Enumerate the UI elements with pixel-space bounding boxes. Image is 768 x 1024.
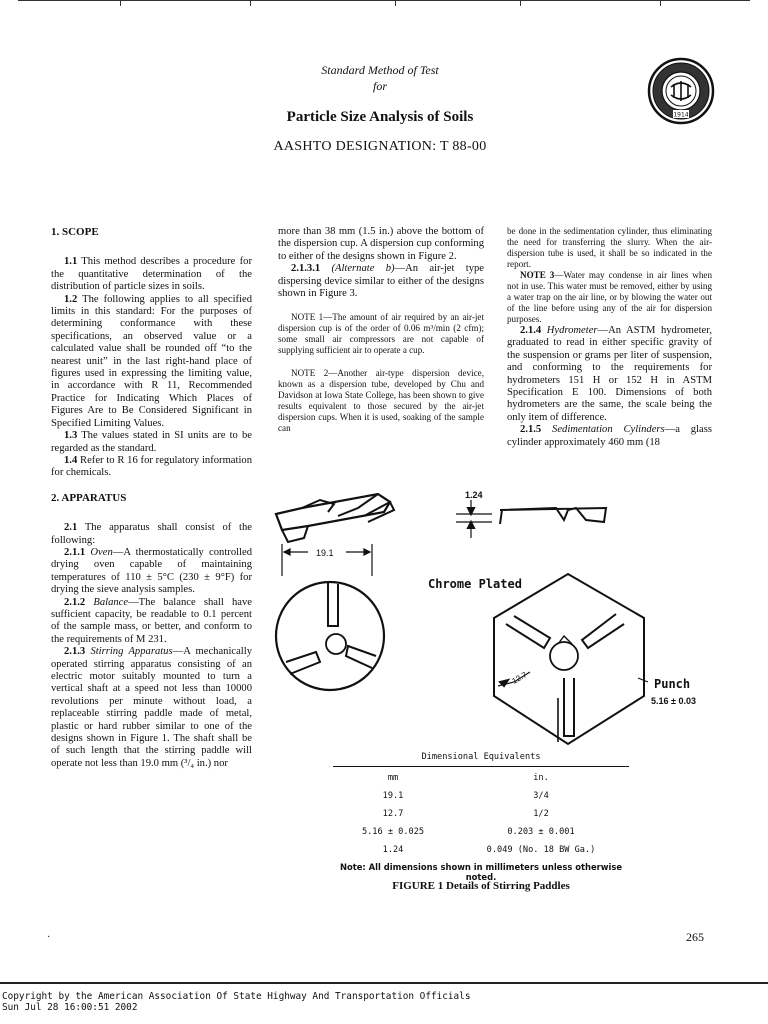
table-row: 1.24 0.049 (No. 18 BW Ga.) xyxy=(382,845,596,855)
paragraph-2-1-3: 2.1.3 Stirring Apparatus—A mechanically operated stirring apparatus consisting of an electric motor suitably mounted to turn a vertical shaft at a speed not less than 10000 revolutions per minute without load, a replaceable stirring paddle made of metal, plastic or hard rubber similar to one of the designs shown in Figure 1. The shaft shall be of such length that the stirring paddle will operate not less than 19.0 mm (³/₄ in.) nor xyxy=(51,646,252,769)
column-2 xyxy=(278,226,484,434)
header-subtitle-2: for xyxy=(372,79,387,93)
column-1 xyxy=(51,226,252,770)
paragraph-2-1-1: 2.1.1 Oven—A thermostatically controlled drying oven capable of maintaining temperatures of 110 ± 5°C (230 ± 9°F) for drying the sieve analysis samples. xyxy=(51,546,252,596)
column-3 xyxy=(507,226,712,449)
dimension-label-12-7: 12.7 xyxy=(510,670,529,686)
paragraph-continued-2: be done in the sedimentation cylinder, thus eliminating the need for transferring the slurry. When the air-dispersion tube is used, it shall be so indicated in the report. xyxy=(507,226,712,269)
paragraph-2-1-5: 2.1.5 Sedimentation Cylinders—a glass cylinder approximately 460 mm (18 xyxy=(507,424,712,448)
circular-paddle xyxy=(276,582,384,690)
paragraph-2-1-3-1: 2.1.3.1 (Alternate b)—An air-jet type dispersing device similar to either of the designs shown in Figure 3. xyxy=(278,263,484,300)
top-rule xyxy=(18,0,750,5)
paragraph-2-1: 2.1 The apparatus shall consist of the following: xyxy=(51,522,252,546)
note-1: NOTE 1—The amount of air required by an air-jet dispersion cup is of the order of 0.06 m³/min (2 cfm); some small air compressors are not capable of supplying sufficient air to operate a cup. xyxy=(278,312,484,356)
designation: AASHTO DESIGNATION: T 88-00 xyxy=(273,139,487,154)
page-title: Particle Size Analysis of Soils xyxy=(286,109,474,125)
top-tick xyxy=(660,0,661,6)
label-punch-dimension: 5.16 ± 0.03 xyxy=(651,696,696,706)
table-row: 12.7 1/2 xyxy=(382,809,549,819)
header-subtitle-1: Standard Method of Test xyxy=(321,63,439,77)
page-number: 265 xyxy=(686,930,704,944)
figure-note: Note: All dimensions shown in millimeters unless otherwise noted. xyxy=(339,862,623,882)
top-tick xyxy=(395,0,396,6)
table-header-row: mm in. xyxy=(387,773,549,783)
paragraph-1-1: 1.1 This method describes a procedure for the quantitative determination of the distribution of particle sizes in soils. xyxy=(51,256,252,293)
table-row: 19.1 3/4 xyxy=(382,791,549,801)
figure-caption: FIGURE 1 Details of Stirring Paddles xyxy=(392,880,570,892)
twisted-paddle xyxy=(276,494,394,542)
label-chrome-plated: Chrome Plated xyxy=(428,577,522,591)
paragraph-1-3: 1.3 The values stated in SI units are to be regarded as the standard. xyxy=(51,430,252,454)
seal-year: 1914 xyxy=(673,111,689,119)
copyright-line-1: Copyright by the American Association Of State Highway And Transportation Officials xyxy=(2,991,471,1002)
page-dot: · xyxy=(47,932,51,943)
paragraph-continued: more than 38 mm (1.5 in.) above the bottom of the dispersion cup. A dispersion cup conforming to either of the designs shown in Figure 2. xyxy=(278,226,484,262)
top-tick xyxy=(250,0,251,6)
dimension-label-1-24: 1.24 xyxy=(465,490,483,500)
aashto-seal-logo xyxy=(647,57,715,125)
section-heading-apparatus: 2. APPARATUS xyxy=(51,491,127,504)
section-heading-scope: 1. SCOPE xyxy=(51,226,99,238)
copyright-notice xyxy=(2,991,470,1013)
paragraph-2-1-4: 2.1.4 Hydrometer—An ASTM hydrometer, graduated to read in either specific gravity of the suspension or grams per liter of suspension, and conforming to the requirements for hydrometers 151 H or 152 H in ASTM Specification E 100. Dimensions of both hydrometers are the same, the scale being the only item of difference. xyxy=(507,325,712,423)
bottom-rule xyxy=(0,982,768,984)
dimensional-equivalents-table xyxy=(333,752,629,859)
table-title: Dimensional Equivalents xyxy=(421,752,541,762)
paragraph-1-2: 1.2 The following applies to all specified limits in this standard: For the purposes of determining conformance with these specifications, an observed value or a calculated value shall be rounded off “to the nearest unit” in the last right-hand place of figures used in expressing the limiting value, in accordance with R 11, Recommended Practice for Indicating Which Places of Figures Are to Be Considered Significant in Specified Limiting Values. xyxy=(51,293,252,429)
hexagonal-paddle xyxy=(494,574,648,744)
top-tick xyxy=(520,0,521,6)
label-punch: Punch xyxy=(654,677,691,691)
copyright-timestamp: Sun Jul 28 16:00:51 2002 xyxy=(2,1002,138,1013)
paragraph-2-1-2: 2.1.2 Balance—The balance shall have sufficient capacity, be readable to 0.1 percent of the sample mass, or better, and conform to the requirements of M 231. xyxy=(51,596,252,645)
dimension-label-19-1: 19.1 xyxy=(316,548,334,558)
note-2: NOTE 2—Another air-type dispersion device, known as a dispersion tube, developed by Chu and Davidson at Iowa State College, has been shown to give results equivalent to those secured by the air-jet dispersion cups. When it is used, soaking of the sample can xyxy=(278,368,484,434)
table-row: 5.16 ± 0.025 0.203 ± 0.001 xyxy=(361,827,575,837)
note-3: NOTE 3—Water may condense in air lines when not in use. This water must be removed, either by using a water trap on the air line, or by blowing the water out of the line before using any of the air for dispersion purposes. xyxy=(507,270,713,324)
top-tick xyxy=(120,0,121,6)
blade-strip xyxy=(456,500,606,538)
figure-1-drawing xyxy=(268,486,728,746)
paragraph-1-4: 1.4 Refer to R 16 for regulatory information for chemicals. xyxy=(51,454,252,479)
